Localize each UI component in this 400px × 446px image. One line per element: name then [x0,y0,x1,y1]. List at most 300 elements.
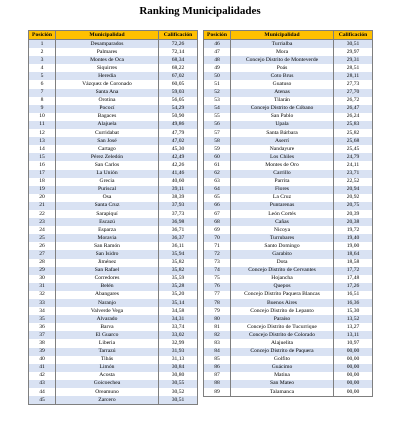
table-row [204,145,373,153]
cell-municipality: León Cortés [231,210,334,218]
cell-municipality: San Pablo [231,113,334,121]
cell-score: 20,92 [334,194,373,202]
cell-score: 36,98 [159,218,198,226]
cell-municipality: Escazú [56,218,159,226]
cell-position: 5 [29,72,56,80]
cell-position: 81 [204,323,231,331]
cell-municipality: Zarcero [56,396,159,405]
cell-score: 25,83 [334,121,373,129]
cell-score: 19,00 [334,242,373,250]
cell-score: 24,11 [334,161,373,169]
cell-position: 86 [204,364,231,372]
cell-municipality: Oreamuno [56,388,159,396]
cell-score: 30,52 [159,388,198,396]
table-row [204,388,373,397]
table-row [29,267,198,275]
table-row [29,234,198,242]
table-row [29,396,198,405]
cell-position: 17 [29,170,56,178]
cell-municipality: Cartago [56,145,159,153]
cell-score: 26,72 [334,97,373,105]
table-row [204,48,373,56]
cell-position: 13 [29,137,56,145]
table-row [204,72,373,80]
cell-municipality: Aserrí [231,137,334,145]
cell-score: 72,26 [159,40,198,49]
cell-position: 53 [204,97,231,105]
cell-municipality: Acosta [56,372,159,380]
cell-score: 18,58 [334,259,373,267]
cell-score: 35,59 [159,275,198,283]
table-body-left [29,40,198,405]
cell-position: 16 [29,161,56,169]
cell-score: 47,02 [159,137,198,145]
cell-position: 35 [29,315,56,323]
cell-score: 35,20 [159,291,198,299]
cell-position: 63 [204,178,231,186]
cell-position: 75 [204,275,231,283]
cell-municipality: Alajuela [56,121,159,129]
table-row [204,364,373,372]
header-position: Posición [29,31,56,40]
table-row [29,89,198,97]
table-row [204,307,373,315]
cell-score: 17,26 [334,283,373,291]
header-municipality: Municipalidad [56,31,159,40]
cell-score: 36,37 [159,234,198,242]
cell-municipality: Vázquez de Coronado [56,80,159,88]
cell-score: 42,49 [159,153,198,161]
cell-municipality: Corredores [56,275,159,283]
cell-score: 32,99 [159,339,198,347]
cell-position: 64 [204,186,231,194]
cell-score: 34,58 [159,307,198,315]
table-row [29,275,198,283]
cell-municipality: Sarapiquí [56,210,159,218]
cell-score: 27,70 [334,89,373,97]
cell-municipality: Goicoechea [56,380,159,388]
cell-score: 35,28 [159,283,198,291]
cell-municipality: Montes de Oca [56,56,159,64]
cell-position: 29 [29,267,56,275]
cell-score: 16,36 [334,299,373,307]
table-row [29,388,198,396]
cell-score: 00,00 [334,380,373,388]
cell-position: 25 [29,234,56,242]
cell-score: 29,97 [334,48,373,56]
cell-municipality: Santa Bárbara [231,129,334,137]
cell-score: 20,38 [334,218,373,226]
table-row [29,56,198,64]
table-row [29,242,198,250]
cell-position: 73 [204,259,231,267]
cell-municipality: Parrita [231,178,334,186]
cell-municipality: San Rafael [56,267,159,275]
cell-municipality: Dota [231,259,334,267]
cell-score: 37,93 [159,202,198,210]
cell-score: 33,02 [159,331,198,339]
cell-municipality: La Cruz [231,194,334,202]
cell-score: 30,84 [159,364,198,372]
cell-score: 18,64 [334,250,373,258]
cell-score: 13,52 [334,315,373,323]
cell-municipality: Belén [56,283,159,291]
table-row [204,226,373,234]
cell-position: 23 [29,218,56,226]
table-row [204,339,373,347]
cell-municipality: Puriscal [56,186,159,194]
table-row [204,218,373,226]
cell-score: 38,39 [159,194,198,202]
cell-position: 58 [204,137,231,145]
cell-municipality: Curridabat [56,129,159,137]
table-row [204,121,373,129]
table-row [29,72,198,80]
cell-municipality: Matina [231,372,334,380]
cell-position: 82 [204,331,231,339]
cell-municipality: Concejo Distrito de Colorado [231,331,334,339]
cell-score: 31,13 [159,356,198,364]
table-row [29,380,198,388]
cell-score: 22,52 [334,178,373,186]
table-row [29,331,198,339]
cell-score: 16,51 [334,291,373,299]
table-row [204,161,373,169]
cell-score: 47,79 [159,129,198,137]
cell-score: 35,82 [159,259,198,267]
cell-score: 24,79 [334,153,373,161]
cell-municipality: Concejo Distrito de Lepanto [231,307,334,315]
cell-municipality: El Guarco [56,331,159,339]
cell-position: 32 [29,291,56,299]
cell-score: 30,80 [159,372,198,380]
cell-score: 13,11 [334,331,373,339]
cell-municipality: Concejo Distrito de Cóbano [231,105,334,113]
cell-municipality: San Ramón [56,242,159,250]
cell-score: 41,46 [159,170,198,178]
cell-score: 25,45 [334,145,373,153]
table-row [204,40,373,49]
table-row [29,259,198,267]
table-row [29,364,198,372]
cell-position: 7 [29,89,56,97]
cell-position: 76 [204,283,231,291]
cell-position: 61 [204,161,231,169]
cell-score: 35,14 [159,299,198,307]
cell-municipality: Guatuso [231,80,334,88]
table-row [204,210,373,218]
cell-municipality: Montes de Oro [231,161,334,169]
cell-position: 87 [204,372,231,380]
table-row [204,234,373,242]
cell-score: 00,00 [334,388,373,397]
cell-position: 47 [204,48,231,56]
table-row [29,40,198,49]
cell-position: 37 [29,331,56,339]
cell-municipality: Palmares [56,48,159,56]
cell-municipality: Tarrazú [56,348,159,356]
cell-score: 23,71 [334,170,373,178]
cell-position: 6 [29,80,56,88]
table-row [204,178,373,186]
cell-score: 50,90 [159,113,198,121]
table-header-row [204,31,373,40]
cell-position: 43 [29,380,56,388]
cell-score: 19,72 [334,226,373,234]
cell-municipality: Heredia [56,72,159,80]
cell-position: 67 [204,210,231,218]
cell-score: 45,30 [159,145,198,153]
cell-score: 19,40 [334,234,373,242]
cell-position: 84 [204,348,231,356]
cell-position: 21 [29,202,56,210]
header-score: Calificación [159,31,198,40]
table-row [204,153,373,161]
cell-position: 28 [29,259,56,267]
table-row [29,145,198,153]
table-row [29,194,198,202]
table-row [204,291,373,299]
table-row [204,267,373,275]
ranking-table-right [203,30,373,397]
cell-municipality: Quepos [231,283,334,291]
table-row [204,202,373,210]
table-row [29,291,198,299]
cell-municipality: Talamanca [231,388,334,397]
cell-municipality: Grecia [56,178,159,186]
cell-position: 79 [204,307,231,315]
table-row [29,121,198,129]
cell-position: 22 [29,210,56,218]
cell-municipality: Esparza [56,226,159,234]
cell-score: 17,72 [334,267,373,275]
cell-score: 49,86 [159,121,198,129]
cell-position: 30 [29,275,56,283]
table-row [29,218,198,226]
cell-municipality: Pérez Zeledón [56,153,159,161]
cell-position: 59 [204,145,231,153]
cell-position: 34 [29,307,56,315]
table-row [204,105,373,113]
cell-position: 66 [204,202,231,210]
cell-position: 2 [29,48,56,56]
cell-municipality: Upala [231,121,334,129]
cell-municipality: Limón [56,364,159,372]
cell-position: 57 [204,129,231,137]
table-row [29,105,198,113]
cell-municipality: La Unión [56,170,159,178]
cell-position: 72 [204,250,231,258]
cell-position: 39 [29,348,56,356]
cell-municipality: San Mateo [231,380,334,388]
cell-score: 68,22 [159,64,198,72]
cell-position: 62 [204,170,231,178]
cell-position: 52 [204,89,231,97]
cell-score: 33,74 [159,323,198,331]
cell-position: 40 [29,356,56,364]
cell-municipality: Hojancha [231,275,334,283]
table-row [204,331,373,339]
cell-position: 42 [29,372,56,380]
table-row [204,137,373,145]
cell-position: 9 [29,105,56,113]
cell-score: 25,82 [334,129,373,137]
cell-score: 68,34 [159,56,198,64]
header-municipality: Municipalidad [231,31,334,40]
cell-score: 59,03 [159,89,198,97]
table-row [204,275,373,283]
cell-municipality: Concejo Distrito de Paquera [231,348,334,356]
cell-municipality: San Isidro [56,250,159,258]
cell-score: 37,73 [159,210,198,218]
cell-score: 00,00 [334,364,373,372]
cell-position: 1 [29,40,56,49]
cell-municipality: Atenas [231,89,334,97]
cell-score: 60,05 [159,80,198,88]
cell-position: 60 [204,153,231,161]
cell-municipality: Turrubares [231,234,334,242]
cell-municipality: Concejo Distrito Paquera Blancas [231,291,334,299]
cell-score: 40,60 [159,178,198,186]
cell-score: 26,47 [334,105,373,113]
cell-position: 83 [204,339,231,347]
cell-municipality: Nandayure [231,145,334,153]
table-row [204,299,373,307]
table-row [29,226,198,234]
table-row [29,80,198,88]
cell-score: 67,02 [159,72,198,80]
cell-position: 12 [29,129,56,137]
cell-position: 27 [29,250,56,258]
cell-score: 29,31 [334,56,373,64]
cell-position: 46 [204,40,231,49]
cell-score: 36,11 [159,242,198,250]
cell-position: 89 [204,388,231,397]
cell-position: 20 [29,194,56,202]
cell-score: 30,51 [159,396,198,405]
table-row [204,259,373,267]
cell-score: 17,48 [334,275,373,283]
cell-municipality: Desamparados [56,40,159,49]
cell-municipality: Nicoya [231,226,334,234]
table-row [29,161,198,169]
table-row [204,323,373,331]
table-row [204,170,373,178]
cell-municipality: Barva [56,323,159,331]
cell-municipality: Guácimo [231,364,334,372]
cell-municipality: Bagaces [56,113,159,121]
cell-municipality: Concejo Distrito de Tucurrique [231,323,334,331]
cell-municipality: San Carlos [56,161,159,169]
cell-position: 65 [204,194,231,202]
cell-score: 20,75 [334,202,373,210]
cell-position: 80 [204,315,231,323]
table-row [29,323,198,331]
table-row [29,299,198,307]
cell-position: 4 [29,64,56,72]
cell-municipality: Santa Ana [56,89,159,97]
cell-municipality: Flores [231,186,334,194]
table-row [29,372,198,380]
table-row [204,372,373,380]
table-row [204,250,373,258]
cell-municipality: Cañas [231,218,334,226]
cell-position: 88 [204,380,231,388]
table-row [204,89,373,97]
cell-score: 72,14 [159,48,198,56]
cell-position: 70 [204,234,231,242]
cell-position: 78 [204,299,231,307]
table-header-row [29,31,198,40]
cell-score: 30,55 [159,380,198,388]
cell-position: 41 [29,364,56,372]
header-position: Posición [204,31,231,40]
cell-score: 20,94 [334,186,373,194]
cell-position: 10 [29,113,56,121]
cell-score: 13,27 [334,323,373,331]
cell-position: 77 [204,291,231,299]
table-row [29,129,198,137]
cell-position: 50 [204,72,231,80]
cell-position: 45 [29,396,56,405]
cell-position: 69 [204,226,231,234]
cell-municipality: Coto Brus [231,72,334,80]
cell-score: 30,51 [334,40,373,49]
table-row [29,186,198,194]
cell-score: 36,71 [159,226,198,234]
table-row [29,153,198,161]
table-row [29,315,198,323]
table-row [204,194,373,202]
cell-municipality: Alajuelita [231,339,334,347]
cell-municipality: Osa [56,194,159,202]
table-row [29,210,198,218]
cell-position: 55 [204,113,231,121]
cell-municipality: San José [56,137,159,145]
cell-score: 00,00 [334,356,373,364]
table-row [29,48,198,56]
cell-municipality: Los Chiles [231,153,334,161]
table-row [204,64,373,72]
cell-municipality: Jiménez [56,259,159,267]
cell-position: 51 [204,80,231,88]
cell-municipality: Moravia [56,234,159,242]
cell-score: 28,51 [334,64,373,72]
cell-position: 68 [204,218,231,226]
cell-score: 10,97 [334,339,373,347]
cell-score: 00,00 [334,348,373,356]
cell-position: 3 [29,56,56,64]
table-row [29,170,198,178]
table-row [29,283,198,291]
cell-position: 54 [204,105,231,113]
table-row [204,242,373,250]
cell-score: 39,11 [159,186,198,194]
cell-score: 20,39 [334,210,373,218]
cell-position: 33 [29,299,56,307]
page-title: Ranking Municipalidades [139,5,261,17]
cell-municipality: Tilarán [231,97,334,105]
cell-score: 42,26 [159,161,198,169]
cell-municipality: Alvarado [56,315,159,323]
cell-municipality: Naranjo [56,299,159,307]
cell-score: 35,94 [159,250,198,258]
cell-score: 28,11 [334,72,373,80]
table-row [29,178,198,186]
cell-municipality: Puntarenas [231,202,334,210]
table-row [204,129,373,137]
cell-position: 49 [204,64,231,72]
